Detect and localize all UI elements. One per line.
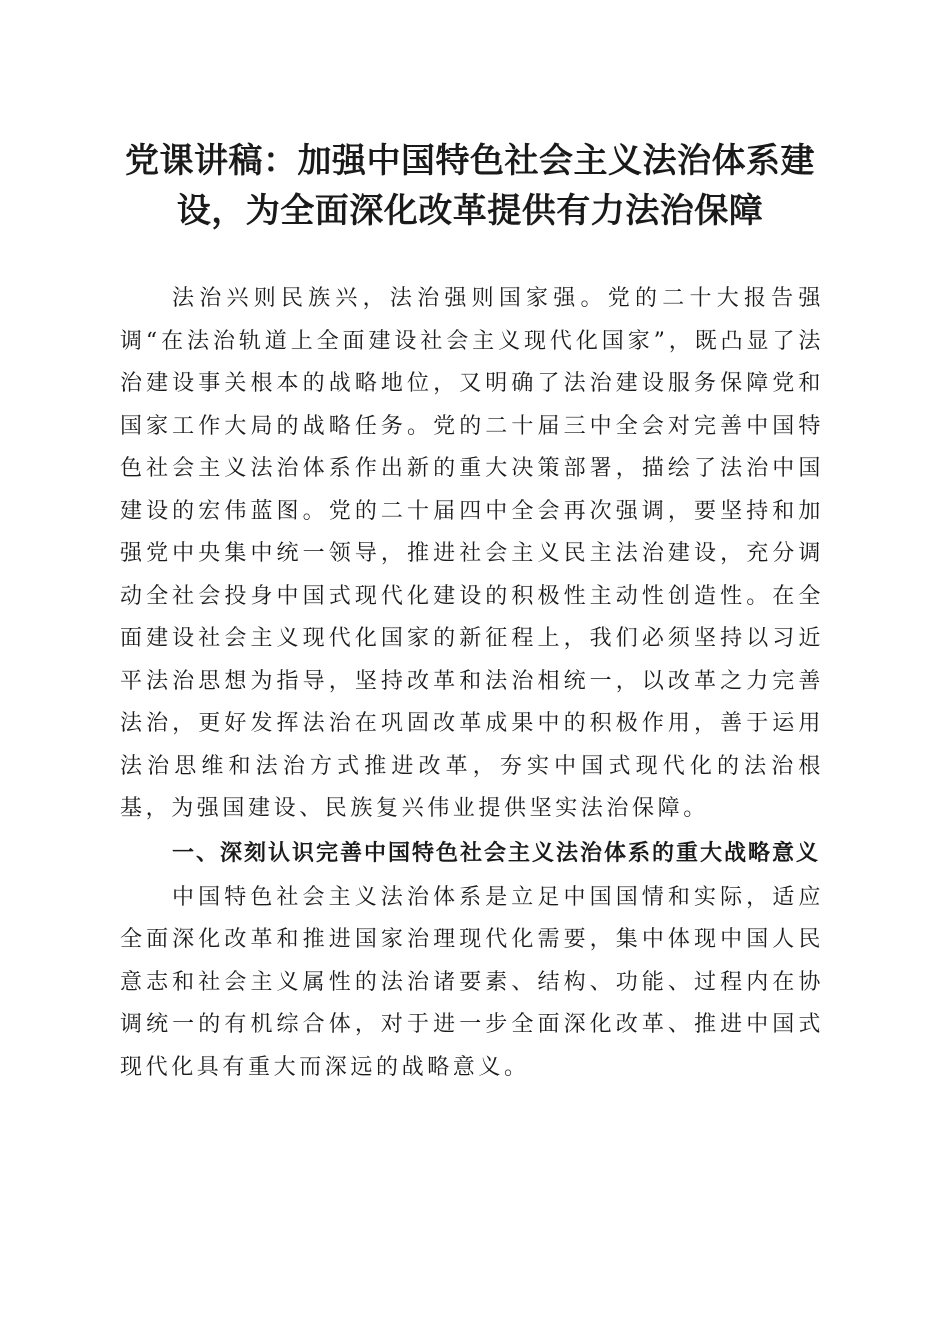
title-line-2: 设，为全面深化改革提供有力法治保障 bbox=[176, 191, 764, 231]
intro-paragraph: 法治兴则民族兴，法治强则国家强。党的二十大报告强调“在法治轨道上全面建设社会主义现代化国家”，既凸显了法治建设事关根本的战略地位，又明确了法治建设服务保障党和国家工作大局的战略任务。党的二十届三中全会对完善中国特色社会主义法治体系作出新的重大决策部署，描绘了法治中国建设的宏伟蓝图。党的二十届四中全会再次强调，要坚持和加强党中央集中统一领导，推进社会主义民主法治建设，充分调动全社会投身中国式现代化建设的积极性主动性创造性。在全面建设社会主义现代化国家的新征程上，我们必须坚持以习近平法治思想为指导，坚持改革和法治相统一，以改革之力完善法治，更好发挥法治在巩固改革成果中的积极作用，善于运用法治思维和法治方式推进改革，夯实中国式现代化的法治根基，为强国建设、民族复兴伟业提供坚实法治保障。 bbox=[120, 286, 824, 821]
section-1-paragraph: 中国特色社会主义法治体系是立足中国国情和实际，适应全面深化改革和推进国家治理现代化需要，集中体现中国人民意志和社会主义属性的法治诸要素、结构、功能、过程内在协调统一的有机综合体，对于进一步全面深化改革、推进中国式现代化具有重大而深远的战略意义。 bbox=[120, 884, 824, 1080]
section-1-heading: 一、深刻认识完善中国特色社会主义法治体系的重大战略意义 bbox=[172, 840, 821, 866]
title-line-1: 党课讲稿：加强中国特色社会主义法治体系建 bbox=[125, 141, 815, 181]
document-title bbox=[115, 136, 825, 236]
document-body bbox=[120, 278, 824, 1089]
